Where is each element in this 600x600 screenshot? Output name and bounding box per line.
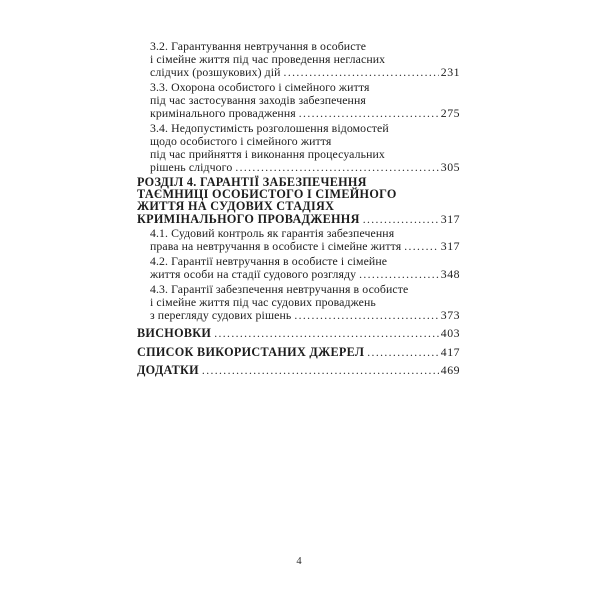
toc-entry [137,364,460,378]
toc-entry-line: і сімейне життя під час проведення негласних [150,52,386,66]
toc-entry-line: і сімейне життя під час судових проваджень [150,294,376,309]
toc-page-number: 317 [440,211,460,226]
toc-entry-line: КРИМІНАЛЬНОГО ПРОВАДЖЕННЯ [137,211,360,226]
toc-entry [137,327,460,341]
toc-entry-line: 3.4. Недопустимість розголошення відомостей [150,121,389,135]
toc-entry-line: 4.2. Гарантії невтручання в особисте і сімейне [150,253,388,268]
toc-entry-line: 3.3. Охорона особистого і сімейного життя [150,80,370,94]
toc-entry-line: 4.3. Гарантії забезпечення невтручання в особисте [150,281,409,296]
toc-entry [137,122,460,175]
toc-entry-lastline [137,364,460,378]
toc-entry-line: СПИСОК ВИКОРИСТАНИХ ДЖЕРЕЛ [137,344,365,359]
toc-entry-lastline [150,309,460,323]
toc-entry-line: РОЗДІЛ 4. ГАРАНТІЇ ЗАБЕЗПЕЧЕННЯ [137,175,367,189]
dot-leader [284,66,439,80]
footer-page-number: 4 [296,556,302,567]
dot-leader [202,364,439,378]
toc-entry-line: рішень слідчого [150,160,233,174]
toc-entry-line: з перегляду судових рішень [150,307,292,322]
toc-entry [137,227,460,254]
toc-entry-line: ВИСНОВКИ [137,326,212,341]
toc-entry [137,176,460,226]
toc-entry-line: кримінального провадження [150,106,296,120]
dot-leader [404,240,439,254]
dot-leader [363,213,439,226]
toc-entry-line: під час застосування заходів забезпечення [150,93,366,107]
toc-page-number: 373 [440,307,460,322]
toc-entry-lastline [150,268,460,282]
toc-entry-lastline [150,107,460,121]
toc-page-number: 469 [440,363,460,378]
toc-entry-lastline [137,327,460,341]
toc-entry-line: 3.2. Гарантування невтручання в особисте [150,39,367,53]
toc-entry-lastline [150,66,460,80]
dot-leader [214,327,439,341]
toc-entry-lastline [137,346,460,360]
toc-entry-line: слідчих (розшукових) дій [150,65,281,79]
toc-list [137,40,460,379]
toc-page-number: 305 [440,160,460,174]
toc-page-number: 348 [440,266,460,281]
toc-entry-lastline [150,240,460,254]
toc-entry-line: життя особи на стадії судового розгляду [150,266,357,281]
toc-entry [137,346,460,360]
toc-entry-line: ТАЄМНИЦІ ОСОБИСТОГО І СІМЕЙНОГО [137,187,397,202]
toc-entry [137,81,460,121]
toc-entry-lastline [137,213,460,226]
toc-entry-line: ЖИТТЯ НА СУДОВИХ СТАДІЯХ [137,199,335,214]
dot-leader [359,268,439,282]
toc-entry [137,40,460,80]
toc-entry-line: права на невтручання в особисте і сімейне життя [150,238,402,253]
dot-leader [235,161,438,175]
toc-entry-line: під час прийняття і виконання процесуальних [150,147,385,161]
toc-entry-line: ДОДАТКИ [137,363,199,378]
toc-entry-line: 4.1. Судовий контроль як гарантія забезпечення [150,225,395,240]
dot-leader [367,346,439,360]
dot-leader [294,309,438,323]
toc-page-number: 317 [440,238,460,253]
toc-entry-lastline [150,161,460,175]
toc-entry [137,255,460,282]
toc-page-number: 231 [440,65,460,79]
toc-entry-line: щодо особистого і сімейного життя [150,134,332,148]
toc-page-number: 275 [440,106,460,120]
toc-page-number: 417 [440,344,460,359]
toc-entry [137,283,460,323]
dot-leader [299,107,439,121]
toc-page-number: 403 [440,326,460,341]
